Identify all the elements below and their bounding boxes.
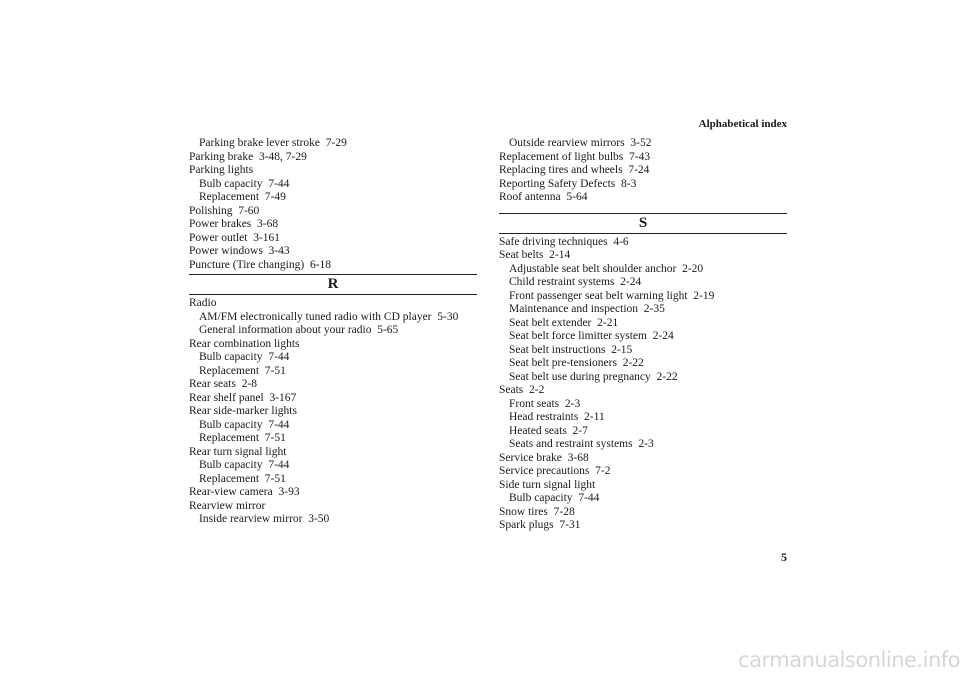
index-entry-page-ref: 4-6 xyxy=(613,235,629,248)
index-entry-page-ref: 2-11 xyxy=(584,411,605,423)
index-entry xyxy=(499,151,787,165)
index-entry-page-ref: 2-20 xyxy=(682,262,704,275)
index-entry-page-ref: 5-64 xyxy=(566,191,588,203)
index-entry xyxy=(499,506,787,520)
index-entry-page-ref: 7-44 xyxy=(268,459,290,471)
index-entry-page-ref: 5-30 xyxy=(437,310,459,323)
index-entry-text: Rear-view camera xyxy=(189,486,273,498)
index-entry-text: Seat belt pre-tensioners xyxy=(509,357,617,369)
index-entry-text: Replacement xyxy=(199,364,260,377)
index-subentry xyxy=(499,276,787,290)
index-entry-text: Replacing tires and wheels xyxy=(499,164,623,176)
index-entry xyxy=(189,151,477,165)
index-entry-text: Bulb capacity xyxy=(199,351,263,363)
index-entry-text: Bulb capacity xyxy=(199,459,263,471)
index-entry-page-ref: 2-14 xyxy=(549,249,571,261)
index-subentry xyxy=(499,330,787,344)
index-subentry xyxy=(499,425,787,439)
index-entry-page-ref: 7-31 xyxy=(559,519,581,531)
index-subentry xyxy=(189,513,477,527)
index-entry-text: Seats and restraint systems xyxy=(509,438,633,450)
index-entry xyxy=(499,236,787,250)
index-entry-text: Service precautions xyxy=(499,465,590,477)
index-entry-text: Parking brake xyxy=(189,150,254,163)
index-entry-page-ref: 7-28 xyxy=(553,505,575,518)
page-header-title: Alphabetical index xyxy=(698,118,787,130)
index-entry-text: Side turn signal light xyxy=(499,478,596,491)
index-entry xyxy=(189,218,477,232)
index-entry-page-ref: 2-24 xyxy=(652,330,674,342)
index-entry-text: Seat belt extender xyxy=(509,316,592,329)
index-entry-page-ref: 2-3 xyxy=(638,438,654,450)
index-entry-text: Bulb capacity xyxy=(199,418,263,431)
index-entry-page-ref: 3-43 xyxy=(268,245,290,257)
index-entry xyxy=(499,249,787,263)
index-entry-page-ref: 6-18 xyxy=(309,258,332,271)
index-entry-page-ref: 7-51 xyxy=(264,432,286,444)
index-entry xyxy=(189,486,477,500)
index-entry-text: Inside rearview mirror xyxy=(199,513,303,525)
index-subentry xyxy=(189,311,477,325)
index-entry-page-ref: 7-29 xyxy=(325,137,347,149)
index-entry-page-ref: 7-44 xyxy=(268,351,290,363)
index-entry-text: Bulb capacity xyxy=(199,177,263,190)
index-entry-text: Parking lights xyxy=(189,164,254,176)
index-entry-text: Power brakes xyxy=(189,218,252,230)
index-entry-text: Replacement xyxy=(199,191,260,203)
index-subentry xyxy=(189,459,477,473)
index-subentry xyxy=(189,351,477,365)
index-entry-text: Seat belts xyxy=(499,249,544,261)
index-subentry xyxy=(499,398,787,412)
index-entry-page-ref: 2-21 xyxy=(597,316,619,329)
index-entry-text: Reporting Safety Defects xyxy=(499,177,616,190)
index-entry xyxy=(189,405,477,419)
index-entry xyxy=(189,446,477,460)
index-entry-page-ref: 3-52 xyxy=(630,137,652,149)
index-subentry xyxy=(499,492,787,506)
index-entry xyxy=(189,259,477,273)
index-subentry xyxy=(189,191,477,205)
index-subentry xyxy=(189,324,477,338)
index-entry-page-ref: 2-22 xyxy=(656,370,678,383)
index-entry-text: Power outlet xyxy=(189,231,248,244)
index-entry-text: Snow tires xyxy=(499,505,548,518)
index-column-right xyxy=(499,137,787,533)
index-entry-text: Bulb capacity xyxy=(509,492,573,504)
index-entry xyxy=(499,178,787,192)
index-entry-page-ref: 3-48, 7-29 xyxy=(258,150,307,163)
index-subentry xyxy=(499,357,787,371)
index-entry-page-ref: 7-51 xyxy=(264,472,286,485)
index-entry-page-ref: 2-22 xyxy=(622,357,644,369)
index-entry-page-ref: 3-68 xyxy=(567,451,589,464)
index-column-left xyxy=(189,137,477,527)
index-subentry xyxy=(499,263,787,277)
index-subentry xyxy=(499,411,787,425)
index-entry-text: Head restraints xyxy=(509,411,579,423)
letter-header-s: S xyxy=(499,213,787,234)
index-entry-text: Rear seats xyxy=(189,378,236,390)
index-entry xyxy=(499,465,787,479)
index-entry-page-ref: 7-24 xyxy=(628,164,650,176)
index-entry-text: Roof antenna xyxy=(499,191,561,203)
index-subentry xyxy=(189,432,477,446)
index-entry-page-ref: 7-51 xyxy=(264,364,286,377)
index-subentry xyxy=(499,137,787,151)
index-entry-text: Replacement of light bulbs xyxy=(499,150,624,163)
index-entry-page-ref: 2-7 xyxy=(572,424,588,437)
index-entry-text: Radio xyxy=(189,297,217,309)
index-subentry xyxy=(189,419,477,433)
index-entry-text: AM/FM electronically tuned radio with CD player xyxy=(199,310,432,323)
index-entry-text: Rear side-marker lights xyxy=(189,405,297,417)
index-entry xyxy=(189,164,477,178)
index-entry-page-ref: 7-49 xyxy=(264,191,286,203)
index-entry-text: Outside rearview mirrors xyxy=(509,137,625,149)
index-entry-page-ref: 2-8 xyxy=(241,378,258,390)
index-entry xyxy=(499,452,787,466)
index-entry-text: Replacement xyxy=(199,472,260,485)
index-entry-text: Power windows xyxy=(189,245,263,257)
index-entry xyxy=(499,191,787,205)
index-entry-text: Rearview mirror xyxy=(189,499,266,512)
index-entry-page-ref: 7-44 xyxy=(268,418,290,431)
letter-header-r: R xyxy=(189,274,477,295)
index-subentry xyxy=(189,365,477,379)
index-entry-page-ref: 2-24 xyxy=(620,276,642,288)
index-section-r xyxy=(189,297,477,527)
index-entry-page-ref: 2-15 xyxy=(611,343,633,356)
index-entry-page-ref: 3-93 xyxy=(278,486,300,498)
index-entry xyxy=(499,384,787,398)
index-entry-page-ref: 3-161 xyxy=(253,231,281,244)
index-subentry xyxy=(189,178,477,192)
index-entry-page-ref: 7-44 xyxy=(268,177,290,190)
index-entry-text: Safe driving techniques xyxy=(499,235,608,248)
index-entry-page-ref: 7-43 xyxy=(629,150,651,163)
index-section-s xyxy=(499,236,787,533)
index-subentry xyxy=(499,303,787,317)
index-entry-page-ref: 3-167 xyxy=(269,391,297,404)
index-entry xyxy=(499,519,787,533)
index-entry xyxy=(189,338,477,352)
index-entry xyxy=(189,378,477,392)
index-entry-page-ref: 2-35 xyxy=(643,303,665,315)
index-entry-text: Front passenger seat belt warning light xyxy=(509,289,688,302)
index-entry-text: Replacement xyxy=(199,432,260,444)
index-entry-page-ref: 7-44 xyxy=(578,492,600,504)
index-entry-text: Spark plugs xyxy=(499,519,554,531)
index-entry xyxy=(189,232,477,246)
index-subentry xyxy=(499,438,787,452)
index-subentry xyxy=(499,344,787,358)
index-entry xyxy=(189,205,477,219)
index-entry-page-ref: 2-19 xyxy=(693,289,715,302)
index-entry-text: Heated seats xyxy=(509,424,567,437)
index-entry xyxy=(499,164,787,178)
index-entry-text: Puncture (Tire changing) xyxy=(189,258,305,271)
index-section-r-continued xyxy=(499,137,787,205)
index-entry xyxy=(189,500,477,514)
index-entry-text: Adjustable seat belt shoulder anchor xyxy=(509,262,677,275)
index-entry-page-ref: 2-3 xyxy=(564,397,581,410)
index-entry-page-ref: 5-65 xyxy=(377,324,399,336)
index-entry-text: Rear turn signal light xyxy=(189,445,287,458)
watermark: carmanualsonline.info xyxy=(738,648,960,672)
index-entry-text: Seat belt force limitter system xyxy=(509,330,647,342)
index-entry-text: Rear combination lights xyxy=(189,337,300,350)
page-number: 5 xyxy=(781,550,787,564)
index-entry-text: General information about your radio xyxy=(199,324,372,336)
index-entry-text: Seat belt instructions xyxy=(509,343,606,356)
index-entry-page-ref: 8-3 xyxy=(621,177,637,190)
index-entry xyxy=(189,245,477,259)
index-subentry xyxy=(189,137,477,151)
index-entry-text: Service brake xyxy=(499,451,562,464)
index-entry-text: Front seats xyxy=(509,397,560,410)
index-subentry xyxy=(499,371,787,385)
index-entry-text: Parking brake lever stroke xyxy=(199,137,321,149)
index-entry-page-ref: 7-60 xyxy=(238,204,260,217)
index-entry xyxy=(499,479,787,493)
index-entry-page-ref: 3-50 xyxy=(308,513,330,525)
index-entry-text: Maintenance and inspection xyxy=(509,303,639,315)
index-entry-text: Seat belt use during pregnancy xyxy=(509,370,651,383)
index-entry-page-ref: 3-68 xyxy=(257,218,279,230)
index-entry-page-ref: 7-2 xyxy=(595,465,611,477)
index-entry xyxy=(189,297,477,311)
index-entry-text: Rear shelf panel xyxy=(189,391,264,404)
index-entry xyxy=(189,392,477,406)
index-section-p-continued xyxy=(189,137,477,272)
index-entry-text: Seats xyxy=(499,384,524,396)
index-subentry xyxy=(189,473,477,487)
index-subentry xyxy=(499,317,787,331)
index-subentry xyxy=(499,290,787,304)
index-entry-text: Child restraint systems xyxy=(509,276,615,288)
index-entry-page-ref: 2-2 xyxy=(529,384,545,396)
index-entry-text: Polishing xyxy=(189,204,233,217)
